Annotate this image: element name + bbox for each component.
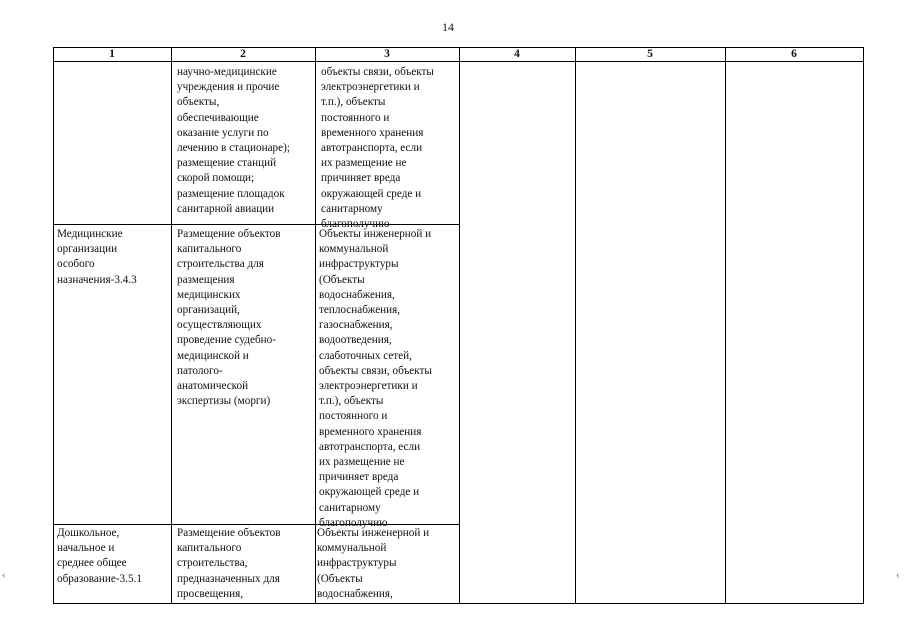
cell-text-line: капитального <box>177 542 242 555</box>
cell-text-line: причиняет вреда <box>321 172 401 185</box>
cell-text-line: оказание услуги по <box>177 126 269 139</box>
cell-text-line: медицинской и <box>177 349 249 362</box>
cell-text-line: санитарной авиации <box>177 202 275 215</box>
left-margin-mark: ‹ <box>2 570 6 581</box>
cell-text-line: водоснабжения, <box>317 587 393 600</box>
row-1-permitted-objects-cell <box>321 65 434 232</box>
cell-text-line: капитального <box>177 243 242 256</box>
cell-text-line: (Объекты <box>317 572 363 585</box>
cell-text-line: организации <box>57 243 118 256</box>
cell-text-line: т.п.), объекты <box>319 395 384 408</box>
cell-text-line: электроэнергетики и <box>321 81 420 94</box>
column-header-2: 2 <box>240 48 246 60</box>
cell-text-line: начальное и <box>57 542 115 555</box>
row-2-type-cell <box>57 227 137 288</box>
cell-text-line: анатомической <box>177 380 249 393</box>
cell-text-line: размещение станций <box>177 157 277 170</box>
cell-text-line: Размещение объектов <box>177 527 281 539</box>
cell-text-line: скорой помощи; <box>177 172 255 185</box>
cell-text-line: строительства для <box>177 258 264 271</box>
cell-text-line: временного хранения <box>319 425 422 438</box>
column-divider <box>171 47 172 604</box>
right-margin-mark: ‹ <box>896 570 900 581</box>
cell-text-line: учреждения и прочие <box>177 81 280 94</box>
cell-text-line: газоснабжения, <box>319 319 393 332</box>
cell-text-line: инфраструктуры <box>319 258 399 271</box>
cell-text-line: среднее общее <box>57 557 127 570</box>
cell-text-line: организаций, <box>177 304 240 317</box>
column-header-1: 1 <box>109 48 115 60</box>
cell-text-line: образование-3.5.1 <box>57 572 142 585</box>
cell-text-line: объекты связи, объекты <box>321 66 434 78</box>
page-number: 14 <box>442 20 454 34</box>
cell-text-line: автотранспорта, если <box>321 142 423 155</box>
cell-text-line: электроэнергетики и <box>319 380 418 393</box>
column-header-5: 5 <box>647 48 653 60</box>
cell-text-line: благополучию <box>319 516 388 529</box>
row-2-permitted-objects-cell <box>319 227 432 531</box>
row-2-description-cell <box>177 227 280 409</box>
cell-text-line: размещение площадок <box>177 187 285 200</box>
cell-text-line: предназначенных для <box>177 572 280 585</box>
column-header-6: 6 <box>791 48 797 60</box>
cell-text-line: инфраструктуры <box>317 557 397 570</box>
row-3-type-cell <box>57 526 142 587</box>
table-left-border <box>53 47 54 604</box>
cell-text-line: экспертизы (морги) <box>177 395 271 408</box>
cell-text-line: патолого- <box>177 364 223 377</box>
cell-text-line: Дошкольное, <box>57 527 120 539</box>
cell-text-line: (Объекты <box>319 273 365 286</box>
table-right-border <box>863 47 864 604</box>
cell-text-line: окружающей среде и <box>319 486 420 499</box>
column-divider <box>575 47 576 604</box>
cell-text-line: водоотведения, <box>319 334 392 347</box>
cell-text-line: их размещение не <box>321 157 407 170</box>
cell-text-line: автотранспорта, если <box>319 440 421 453</box>
cell-text-line: теплоснабжения, <box>319 304 401 317</box>
cell-text-line: коммунальной <box>317 542 387 555</box>
cell-text-line: объекты связи, объекты <box>319 364 432 377</box>
cell-text-line: назначения-3.4.3 <box>57 273 137 286</box>
land-use-table <box>53 47 864 604</box>
cell-text-line: Объекты инженерной и <box>317 527 430 539</box>
cell-text-line: временного хранения <box>321 126 424 139</box>
cell-text-line: постоянного и <box>319 410 388 423</box>
cell-text-line: медицинских <box>177 288 241 301</box>
cell-text-line: санитарному <box>321 202 383 215</box>
cell-text-line: коммунальной <box>319 243 389 256</box>
cell-text-line: объекты, <box>177 96 220 109</box>
cell-text-line: Объекты инженерной и <box>319 228 432 240</box>
cell-text-line: окружающей среде и <box>321 187 422 200</box>
cell-text-line: размещения <box>177 273 235 286</box>
column-header-4: 4 <box>514 48 520 60</box>
cell-text-line: т.п.), объекты <box>321 96 386 109</box>
cell-text-line: обеспечивающие <box>177 111 259 124</box>
cell-text-line: просвещения, <box>177 587 244 600</box>
column-divider <box>459 47 460 604</box>
cell-text-line: лечению в стационаре); <box>177 142 290 155</box>
cell-text-line: причиняет вреда <box>319 471 399 484</box>
cell-text-line: Размещение объектов <box>177 228 281 240</box>
cell-text-line: благополучию <box>321 218 390 231</box>
column-divider <box>725 47 726 604</box>
cell-text-line: строительства, <box>177 557 248 570</box>
cell-text-line: осуществляющих <box>177 319 262 332</box>
cell-text-line: постоянного и <box>321 111 390 124</box>
cell-text-line: слаботочных сетей, <box>319 349 412 362</box>
column-header-3: 3 <box>384 48 390 60</box>
cell-text-line: Медицинские <box>57 228 123 240</box>
cell-text-line: научно-медицинские <box>177 66 277 78</box>
row-3-description-cell <box>177 526 280 602</box>
cell-text-line: санитарному <box>319 501 381 514</box>
cell-text-line: проведение судебно- <box>177 334 276 347</box>
cell-text-line: водоснабжения, <box>319 288 395 301</box>
row-1-description-cell <box>177 65 290 217</box>
row-3-permitted-objects-cell <box>317 526 429 602</box>
cell-text-line: их размещение не <box>319 456 405 469</box>
cell-text-line: особого <box>57 258 95 271</box>
column-divider <box>315 47 316 604</box>
